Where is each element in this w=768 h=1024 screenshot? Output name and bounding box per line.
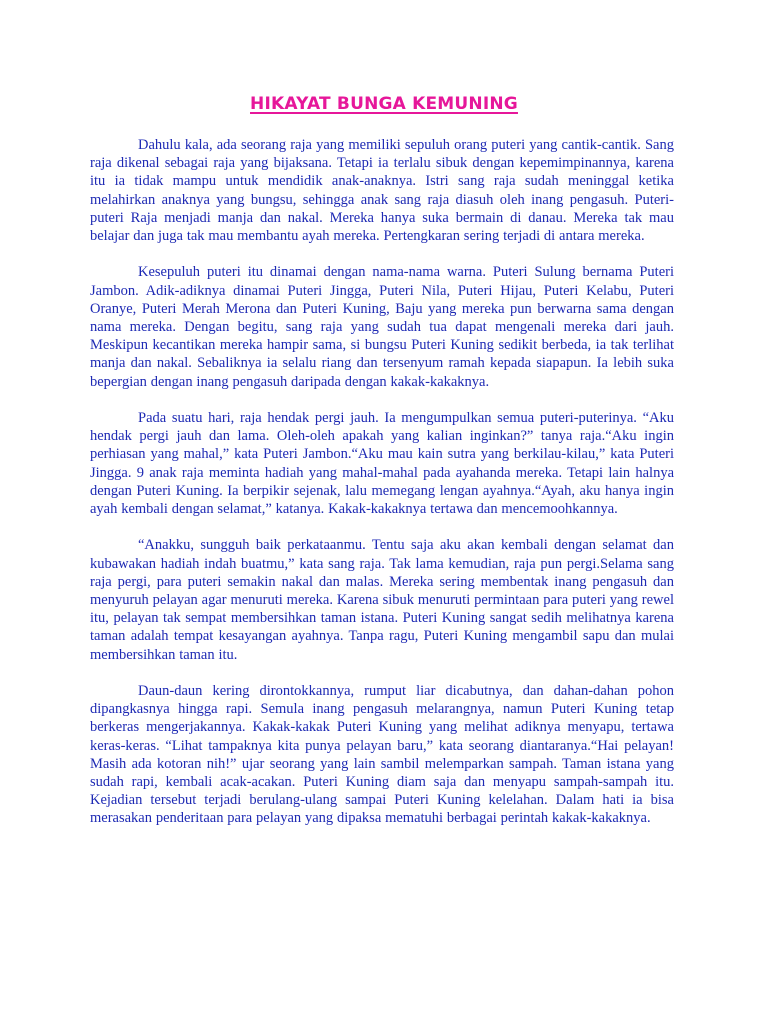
document-body	[90, 136, 674, 828]
paragraph-1: Dahulu kala, ada seorang raja yang memiliki sepuluh orang puteri yang cantik-cantik. Sang raja dikenal sebagai raja yang bijaksana. Tetapi ia terlalu sibuk dengan kepemimpinannya, karena itu ia tidak mampu untuk mendidik anak-anaknya. Istri sang raja sudah meninggal ketika melahirkan anaknya yang bungsu, sehingga anak sang raja diasuh oleh inang pengasuh. Puteri-puteri Raja menjadi manja dan nakal. Mereka hanya suka bermain di danau. Mereka tak mau belajar dan juga tak mau membantu ayah mereka. Pertengkaran sering terjadi di antara mereka.	[90, 137, 674, 245]
paragraph-3: Pada suatu hari, raja hendak pergi jauh. Ia mengumpulkan semua puteri-puterinya. “Aku hendak pergi jauh dan lama. Oleh-oleh apakah yang kalian inginkan?” tanya raja.“Aku ingin perhiasan yang mahal,” kata Puteri Jambon.“Aku mau kain sutra yang berkilau-kilau,” kata Puteri Jingga. 9 anak raja meminta hadiah yang mahal-mahal pada ayahanda mereka. Tetapi lain halnya dengan Puteri Kuning. Ia berpikir sejenak, lalu memegang lengan ayahnya.“Ayah, aku hanya ingin ayah kembali dengan selamat,” katanya. Kakak-kakaknya tertawa dan mencemoohkannya.	[90, 410, 674, 518]
document-title: HIKAYAT BUNGA KEMUNING	[250, 94, 518, 114]
paragraph-2: Kesepuluh puteri itu dinamai dengan nama-nama warna. Puteri Sulung bernama Puteri Jambon. Adik-adiknya dinamai Puteri Jingga, Puteri Nila, Puteri Hijau, Puteri Kelabu, Puteri Oranye, Puteri Merah Merona dan Puteri Kuning, Baju yang mereka pun berwarna sama dengan nama mereka. Dengan begitu, sang raja yang sudah tua dapat mengenali mereka dari jauh. Meskipun kecantikan mereka hampir sama, si bungsu Puteri Kuning sedikit berbeda, ia tak terlihat manja dan nakal. Sebaliknya ia selalu riang dan tersenyum ramah kepada siapapun. Ia lebih suka bepergian dengan inang pengasuh daripada dengan kakak-kakaknya.	[90, 264, 674, 390]
paragraph-4: “Anakku, sungguh baik perkataanmu. Tentu saja aku akan kembali dengan selamat dan kubawakan hadiah indah buatmu,” kata sang raja. Tak lama kemudian, raja pun pergi.Selama sang raja pergi, para puteri semakin nakal dan malas. Mereka sering membentak inang pengasuh dan menyuruh pelayan agar menuruti mereka. Karena sibuk menuruti permintaan para puteri yang rewel itu, pelayan tak sempat membersihkan taman istana. Puteri Kuning sangat sedih melihatnya karena taman adalah tempat kesayangan ayahnya. Tanpa ragu, Puteri Kuning mengambil sapu dan mulai membersihkan taman itu.	[90, 537, 674, 663]
paragraph-5: Daun-daun kering dirontokkannya, rumput liar dicabutnya, dan dahan-dahan pohon dipangkasnya hingga rapi. Semula inang pengasuh melarangnya, namun Puteri Kuning tetap berkeras mengerjakannya. Kakak-kakak Puteri Kuning yang melihat adiknya menyapu, tertawa keras-keras. “Lihat tampaknya kita punya pelayan baru,” kata seorang diantaranya.“Hai pelayan! Masih ada kotoran nih!” ujar seorang yang lain sambil melemparkan sampah. Taman istana yang sudah rapi, kembali acak-acakan. Puteri Kuning diam saja dan menyapu sampah-sampah itu. Kejadian tersebut terjadi berulang-ulang sampai Puteri Kuning kelelahan. Dalam hati ia bisa merasakan penderitaan para pelayan yang dipaksa mematuhi berbagai perintah kakak-kakaknya.	[90, 683, 674, 827]
